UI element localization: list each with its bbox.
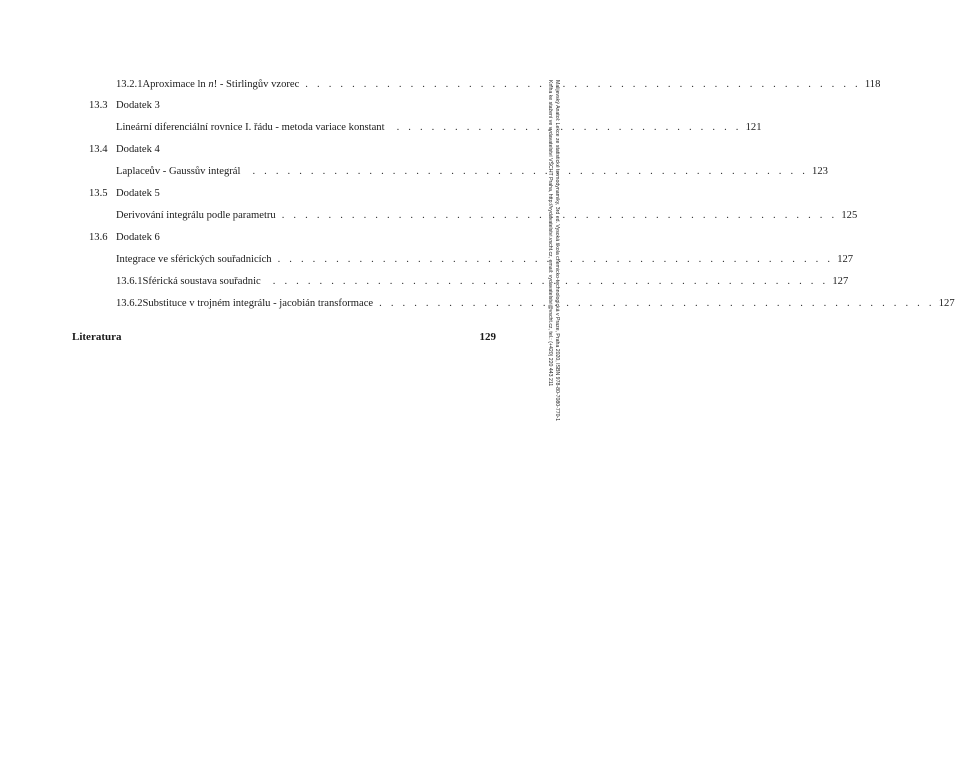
- toc-entry-linearni-rovnice[interactable]: [116, 121, 762, 134]
- leader-dots: . . . . . . . . . . . . . . . . . . . . . . . . . . . . . . . . . . . . . . . . . . . . . . . .: [281, 210, 838, 221]
- toc-entry-title: Substituce v trojném integrálu - jacobián transformace: [142, 298, 374, 309]
- toc-section-number: 13.3: [89, 100, 108, 111]
- toc-entry-page: 127: [938, 298, 955, 309]
- toc-entry-13-6-1[interactable]: [116, 275, 849, 288]
- toc-entry-integrace-sfericke[interactable]: [116, 253, 854, 266]
- toc-section-title: Dodatek 4: [116, 144, 160, 155]
- toc-entry-page: 127: [837, 254, 854, 265]
- toc-entry-13-2-1[interactable]: [116, 78, 881, 91]
- leader-dots: . . . . . . . . . . . . . . . . . . . . . . . . . . . . . . . . . . . . . . . . . . . . . . . .: [252, 166, 809, 177]
- toc-section-13-5[interactable]: [89, 187, 160, 200]
- toc-entry-title: Aproximace ln n! - Stirlingův vzorec: [142, 79, 300, 90]
- toc-entry-13-6-2[interactable]: [116, 297, 955, 310]
- toc-section-number: 13.6: [89, 232, 108, 243]
- toc-entry-title: Lineární diferenciální rovnice I. řádu - metoda variace konstant: [116, 122, 385, 133]
- toc-section-13-4[interactable]: [89, 143, 160, 156]
- toc-entry-title: Sférická soustava souřadnic: [142, 276, 261, 287]
- toc-section-13-6[interactable]: [89, 231, 160, 244]
- toc-entry-page: 118: [864, 79, 881, 90]
- leader-dots: . . . . . . . . . . . . . . . . . . . . . . . . . . . . . .: [396, 122, 742, 133]
- toc-chapter-page: 129: [479, 331, 496, 343]
- side-note-line-1: Malijevský Anatol: Lekce ze statistické termodynamiky, 3rd ed. Vysoká škola chemicko-technologická v Praze, Praha 2020, ISBN 978-80-7080-770-1: [554, 80, 560, 422]
- toc-entry-derivovani-integralu[interactable]: [116, 209, 858, 222]
- leader-dots: . . . . . . . . . . . . . . . . . . . . . . . . . . . . . . . . . . . . . . . . . . . . . . . .: [379, 298, 935, 309]
- toc-section-number: 13.5: [89, 188, 108, 199]
- toc-entry-number: 13.2.1: [116, 79, 143, 90]
- toc-entry-title: Derivování integrálu podle parametru: [116, 210, 276, 221]
- toc-section-13-3[interactable]: [89, 99, 160, 112]
- leader-dots: . . . . . . . . . . . . . . . . . . . . . . . . . . . . . . . . . . . . . . . . . . . . . . . .: [277, 254, 834, 265]
- toc-entry-page: 125: [841, 210, 858, 221]
- toc-entry-number: 13.6.2: [116, 298, 143, 309]
- leader-dots: . . . . . . . . . . . . . . . . . . . . . . . . . . . . . . . . . . . . . . . . . . . . . . . .: [272, 276, 829, 287]
- side-copyright-note: [532, 80, 562, 570]
- toc-entry-page: 123: [812, 166, 828, 177]
- toc-entry-page: 127: [832, 276, 849, 287]
- toc-section-title: Dodatek 6: [116, 232, 160, 243]
- toc-section-title: Dodatek 3: [116, 100, 160, 111]
- toc-entry-title: Laplaceův - Gaussův integrál: [116, 166, 241, 177]
- toc-entry-laplace-gauss[interactable]: [116, 165, 828, 178]
- leader-dots: . . . . . . . . . . . . . . . . . . . . . . . . . . . . . . . . . . . . . . . . . . . . . . . .: [305, 79, 861, 90]
- toc-section-title: Dodatek 5: [116, 188, 160, 199]
- side-note-line-2: Kniha ke stažení ve vydavatelství VŠCHT Praha, http://vydavatelstvi.vscht.cz, email: vydavatelstvi@vscht.cz, tel.: (+420) 220 443 211: [547, 80, 553, 387]
- toc-entry-title: Integrace ve sférických souřadnicích: [116, 254, 272, 265]
- toc-entry-number: 13.6.1: [116, 276, 143, 287]
- toc-chapter-literatura[interactable]: [72, 331, 496, 344]
- toc-chapter-title: Literatura: [72, 331, 122, 343]
- toc-entry-page: 121: [745, 122, 762, 133]
- toc-section-number: 13.4: [89, 144, 108, 155]
